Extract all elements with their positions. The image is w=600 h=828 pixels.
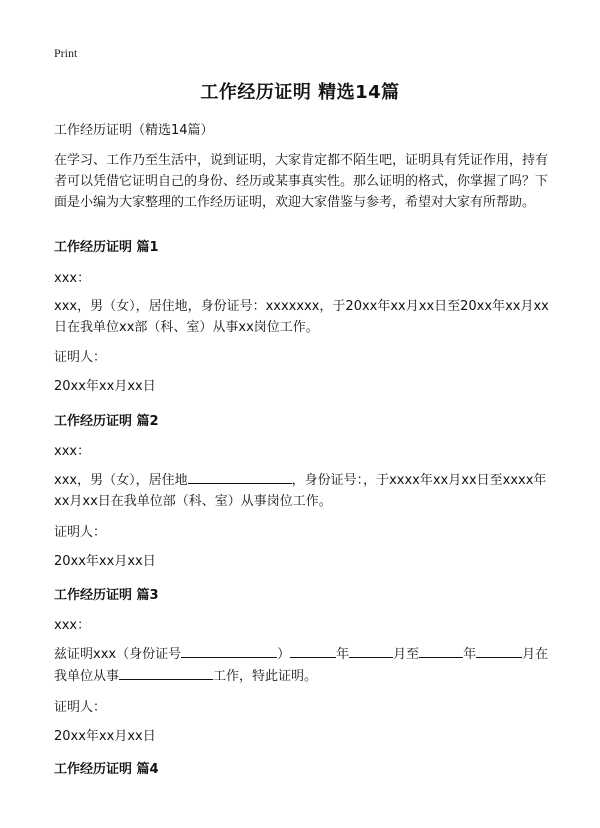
section-body-3-part3: 年 xyxy=(336,647,350,662)
end-month-blank xyxy=(476,643,522,658)
section-heading-4: 工作经历证明 篇4 xyxy=(54,762,159,777)
section-body-2 xyxy=(54,469,550,512)
residence-blank xyxy=(188,469,292,484)
date-1: 20xx年xx月xx日 xyxy=(54,379,156,394)
section-body-3-part7: 工作，特此证明。 xyxy=(213,669,318,684)
signer-2: 证明人： xyxy=(54,525,107,540)
date-2: 20xx年xx月xx日 xyxy=(54,554,156,569)
section-body-3 xyxy=(54,643,550,687)
section-body-3-part2: ） xyxy=(277,647,291,662)
section-body-3-part6: 月在我单位从事 xyxy=(54,647,549,684)
intro-paragraph: 在学习、工作乃至生活中，说到证明，大家肯定都不陌生吧，证明具有凭证作用，持有者可以凭借它证明自己的身份、经历或某事真实性。那么证明的格式，你掌握了吗？下面是小编为大家整理的工作经历证明，欢迎大家借鉴与参考，希望对大家有所帮助。 xyxy=(54,153,549,210)
section-body-3-part5: 年 xyxy=(463,647,477,662)
end-year-blank xyxy=(419,643,463,658)
salutation-3: xxx： xyxy=(54,618,91,633)
section-body-3-part4: 月至 xyxy=(393,647,420,662)
print-link[interactable]: Print xyxy=(54,46,78,60)
id-number-blank xyxy=(181,643,277,658)
section-body-2-part1: xxx，男（女），居住地 xyxy=(54,473,188,488)
salutation-2: xxx： xyxy=(54,444,91,459)
section-heading-2: 工作经历证明 篇2 xyxy=(54,414,159,429)
section-heading-3: 工作经历证明 篇3 xyxy=(54,588,159,603)
intro-subtitle: 工作经历证明（精选14篇） xyxy=(54,123,214,138)
start-year-blank xyxy=(290,643,336,658)
section-body-1: xxx，男（女），居住地，身份证号：xxxxxxx，于20xx年xx月xx日至20xx年xx月xx日在我单位xx部（科、室）从事xx岗位工作。 xyxy=(54,299,549,335)
section-heading-1: 工作经历证明 篇1 xyxy=(54,240,159,255)
section-body-3-part1: 兹证明xxx（身份证号 xyxy=(54,647,182,662)
start-month-blank xyxy=(349,643,393,658)
signer-1: 证明人： xyxy=(54,350,107,365)
signer-3: 证明人： xyxy=(54,700,107,715)
position-blank xyxy=(119,665,213,680)
document-title: 工作经历证明 精选14篇 xyxy=(200,82,400,103)
date-3: 20xx年xx月xx日 xyxy=(54,729,156,744)
section-body-2-part2: ，身份证号：，于xxxx年xx月xx日至xxxx年xx月xx日在我单位部（科、室）从事岗位工作。 xyxy=(54,473,547,509)
salutation-1: xxx： xyxy=(54,271,91,286)
